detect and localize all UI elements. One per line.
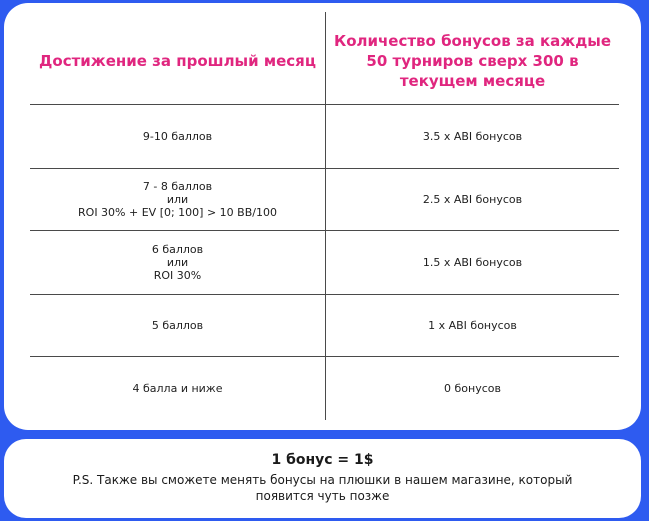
cell-line: 9-10 баллов	[142, 130, 213, 143]
table-row-4-bonus: 1 x ABI бонусов	[428, 319, 517, 332]
bonus-rate-title: 1 бонус = 1$	[271, 452, 374, 468]
table-row-1-bonus: 3.5 x ABI бонусов	[422, 130, 523, 143]
footer-card	[4, 439, 641, 518]
cell-line: ROI 30%	[153, 269, 202, 282]
cell-line: или	[166, 256, 189, 269]
bonus-table-card	[4, 3, 641, 430]
cell-line: 4 балла и ниже	[132, 382, 223, 395]
table-row-5-achievement	[30, 357, 325, 420]
cell-line: ROI 30% + EV [0; 100] > 10 BB/100	[78, 206, 277, 219]
header-achievement: Достижение за прошлый месяц	[39, 52, 316, 70]
table-row-2-bonus: 2.5 x ABI бонусов	[422, 193, 523, 206]
table-row-1-achievement	[30, 105, 325, 168]
header-bonus-count: Количество бонусов за каждые 50 турниров сверх 300 в текущем месяце	[333, 32, 612, 90]
cell-line: 5 баллов	[151, 319, 204, 332]
cell-line: или	[166, 193, 189, 206]
cell-line: 6 баллов	[151, 243, 204, 256]
footer-note: P.S. Также вы сможете менять бонусы на плюшки в нашем магазине, который появится чуть позже	[72, 473, 573, 503]
table-row-3-achievement	[30, 231, 325, 294]
cell-line: 7 - 8 баллов	[142, 180, 213, 193]
table-row-3-bonus: 1.5 x ABI бонусов	[422, 256, 523, 269]
table-row-5-bonus: 0 бонусов	[444, 382, 501, 395]
table-row-2-achievement	[30, 169, 325, 230]
table-row-4-achievement	[30, 295, 325, 356]
